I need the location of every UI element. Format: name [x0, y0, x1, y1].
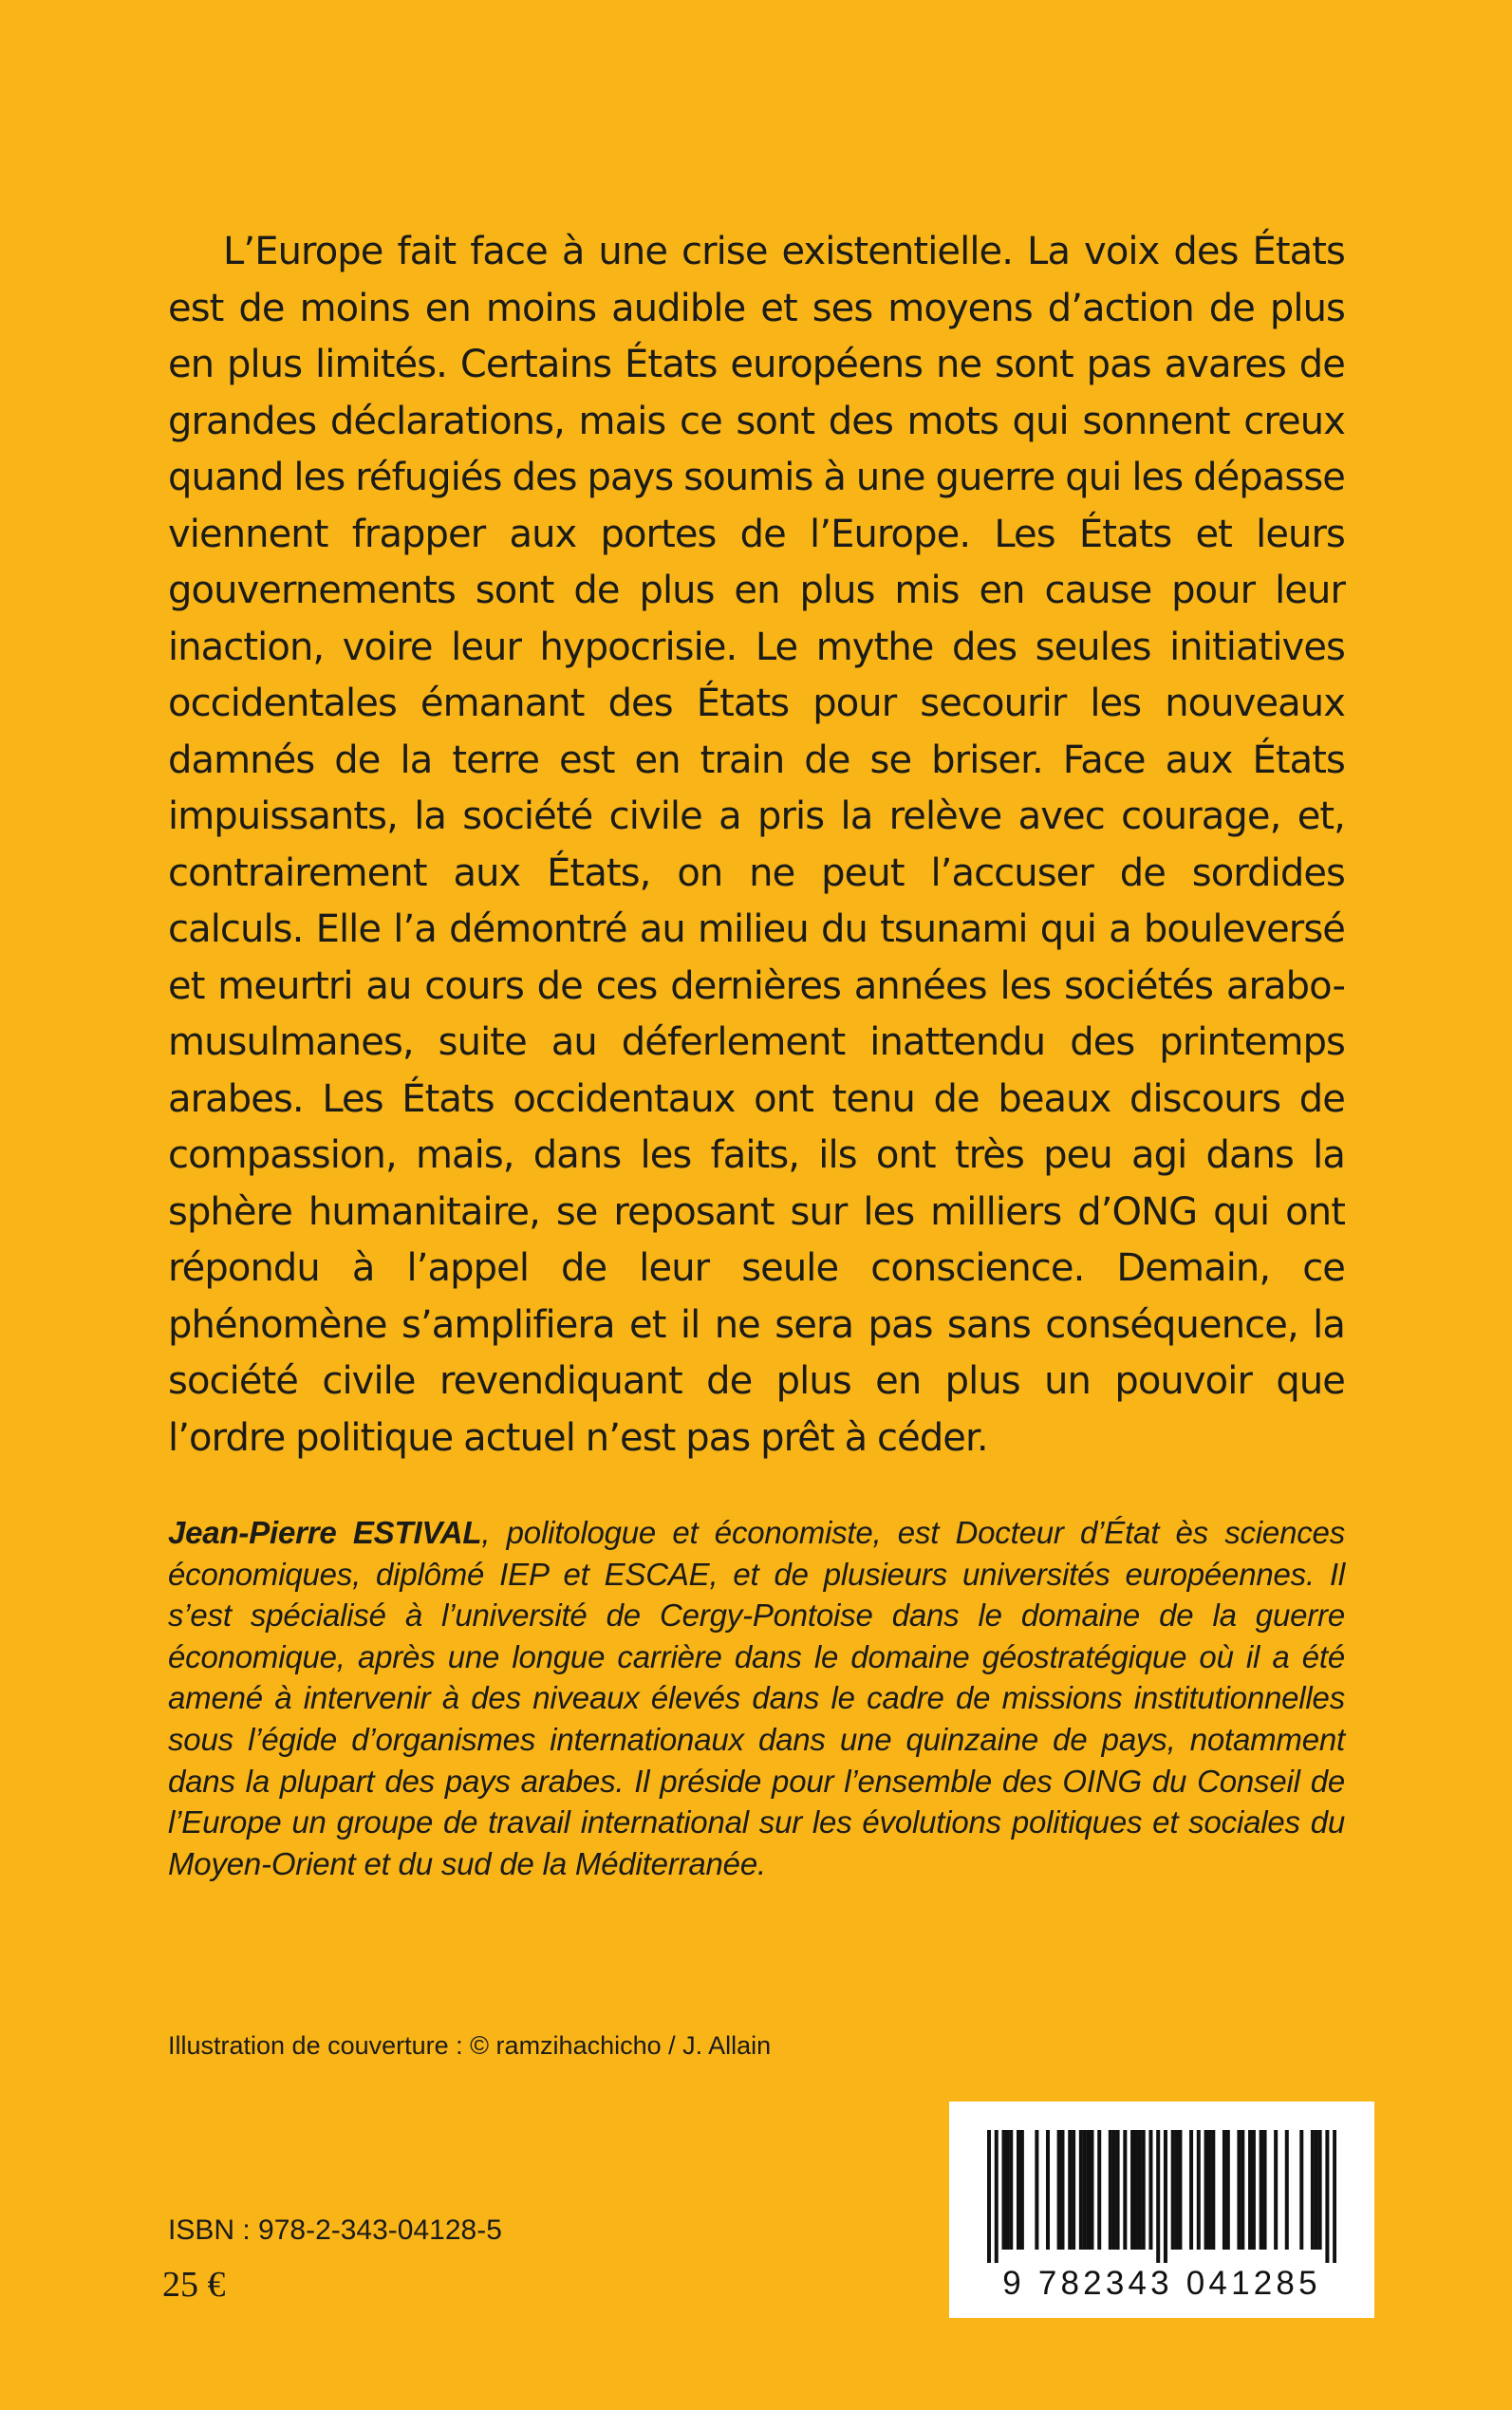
barcode-bar	[1207, 2130, 1211, 2250]
barcode-bar	[1109, 2130, 1112, 2250]
barcode-bar	[1204, 2130, 1208, 2250]
barcode-bar	[1248, 2130, 1252, 2250]
barcode-bar	[1285, 2130, 1289, 2250]
barcode-bar	[1156, 2130, 1160, 2263]
barcode-bar	[1123, 2130, 1127, 2250]
barcode-bar	[1090, 2130, 1093, 2250]
barcode-bar	[1315, 2130, 1318, 2250]
barcode-number: 9 782343 041285	[1002, 2265, 1321, 2302]
barcode-bar	[1083, 2130, 1087, 2250]
barcode-bar	[1226, 2130, 1230, 2250]
barcode-bar	[1057, 2130, 1061, 2250]
barcode-bar	[1260, 2130, 1263, 2250]
barcode-bar	[1079, 2130, 1083, 2250]
barcode-bar	[1171, 2130, 1175, 2250]
barcode-bar	[1197, 2130, 1201, 2250]
barcode-bar	[1001, 2130, 1005, 2250]
barcode-bar	[1072, 2130, 1075, 2250]
barcode-bar	[1130, 2130, 1134, 2250]
barcode-bar	[1211, 2130, 1215, 2250]
barcode-bar	[1017, 2130, 1020, 2250]
book-summary: L’Europe fait face à une crise existentielle. La voix des États est de moins en moins audible et ses moyens d’action de plus en plus limités. Certains États européens ne sont pas avares de grandes déclarations, mais ce sont des mots qui sonnent creux quand les réfugiés des pays soumis à une guerre qui les dépasse viennent frapper aux portes de l’Europe. Les États et leurs gouvernements sont de plus en plus mis en cause pour leur inaction, voire leur hypocrisie. Le mythe des seules initiatives occidentales émanant des États pour secourir les nouveaux damnés de la terre est en train de se briser. Face aux États impuissants, la société civile a pris la relève avec courage, et, contrairement aux États, on ne peut l’accuser de sordides calculs. Elle l’a démontré au milieu du tsunami qui a bouleversé et meurtri au cours de ces dernières années les sociétés arabo-musulmanes, suite au déferlement inattendu des printemps arabes. Les États occidentaux ont tenu de beaux discours de compassion, mais, dans les faits, ils ont très peu agi dans la sphère humanitaire, se reposant sur les milliers d’ONG qui ont répondu à l’appel de leur seule conscience. Demain, ce phénomène s’amplifiera et il ne sera pas sans conséquence, la société civile revendiquant de plus en plus un pouvoir que l’ordre politique actuel n’est pas prêt à céder.	[168, 230, 1345, 1460]
author-biography	[168, 1512, 1345, 1884]
barcode-bar	[1223, 2130, 1226, 2250]
barcode-bar	[1252, 2130, 1256, 2250]
isbn: ISBN : 978-2-343-04128-5	[168, 2214, 502, 2246]
illustration-credit: Illustration de couverture : © ramzihachicho / J. Allain	[168, 2031, 772, 2060]
barcode-bar	[1112, 2130, 1116, 2250]
barcode-bar	[1175, 2130, 1179, 2250]
barcode-bar	[1274, 2130, 1278, 2250]
author-name: Jean-Pierre ESTIVAL	[168, 1515, 482, 1550]
price: 25 €	[162, 2265, 226, 2305]
barcode-bar	[1148, 2130, 1152, 2250]
barcode-bar	[1068, 2130, 1072, 2250]
barcode-bar	[1116, 2130, 1120, 2250]
barcode-icon	[987, 2130, 1336, 2263]
barcode-bar	[995, 2130, 999, 2263]
barcode-bar	[1263, 2130, 1267, 2250]
barcode-bar	[1189, 2130, 1193, 2250]
barcode-bar	[1046, 2130, 1050, 2250]
barcode-bar	[1241, 2130, 1244, 2250]
barcode-bar	[1142, 2130, 1146, 2250]
barcode-bar	[1237, 2130, 1241, 2250]
author-bio-text: , politologue et économiste, est Docteur d’État ès sciences économiques, diplômé IEP et ESCAE, et de plusieurs universités européennes. Il s’est spécialisé à l’université de Cergy-Pontoise dans le domaine de la guerre économique, après une longue carrière dans le domaine géostratégique où il a été amené à intervenir à des niveaux élevés dans le cadre de missions institutionnelles sous l’égide d’organismes internationaux dans une quinzaine de pays, notamment dans la plupart des pays arabes. Il préside pour l’ensemble des OING du Conseil de l’Europe un groupe de travail international sur les évolutions politiques et sociales du Moyen-Orient et du sud de la Méditerranée.	[168, 1515, 1345, 1881]
barcode-bar	[1178, 2130, 1182, 2250]
barcode-bar	[1087, 2130, 1091, 2250]
barcode-bar	[1097, 2130, 1101, 2250]
barcode-bar	[1035, 2130, 1038, 2250]
barcode-bar	[1060, 2130, 1064, 2250]
barcode-bar	[1009, 2130, 1013, 2250]
barcode-bar	[987, 2130, 991, 2263]
barcode-bar	[1333, 2130, 1336, 2263]
barcode-bar	[1325, 2130, 1329, 2263]
barcode-bar	[1138, 2130, 1142, 2250]
barcode-panel	[949, 2102, 1374, 2318]
barcode-bar	[1164, 2130, 1167, 2263]
barcode-bar	[1005, 2130, 1009, 2250]
barcode-bar	[1020, 2130, 1024, 2250]
barcode-bar	[1134, 2130, 1138, 2250]
barcode-bar	[1311, 2130, 1315, 2250]
barcode-bar	[1299, 2130, 1303, 2250]
barcode-bar	[1318, 2130, 1322, 2250]
